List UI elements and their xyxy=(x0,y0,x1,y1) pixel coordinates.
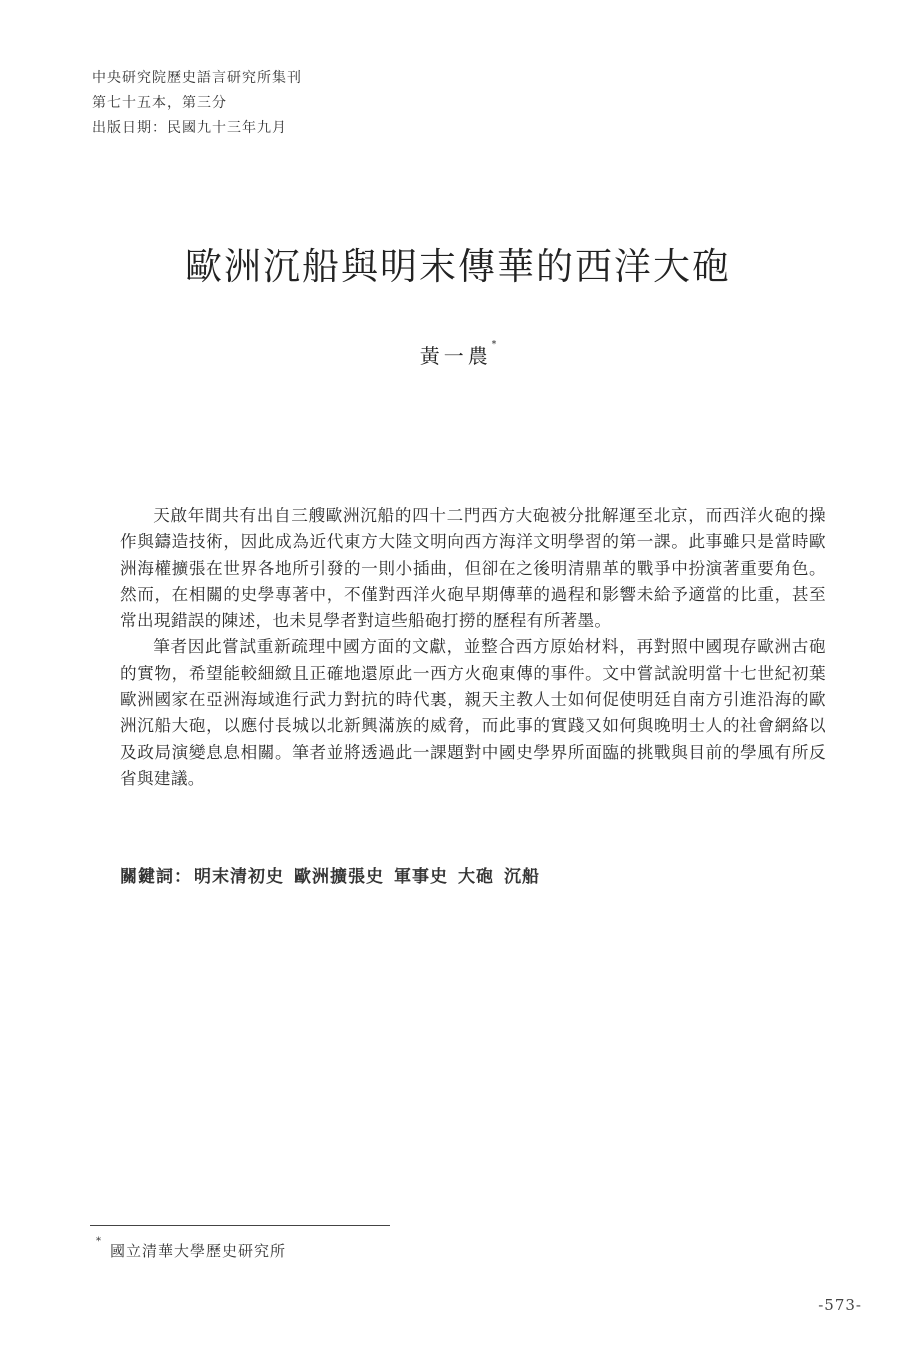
keyword-item: 明末清初史 xyxy=(194,867,284,887)
keyword-item: 沉船 xyxy=(504,867,540,887)
keyword-item: 軍事史 xyxy=(394,867,448,887)
author-line xyxy=(0,340,916,369)
keywords xyxy=(120,862,550,887)
page-number: -573- xyxy=(818,1296,862,1314)
abstract-paragraph-2: 筆者因此嘗試重新疏理中國方面的文獻，並整合西方原始材料，再對照中國現存歐洲古砲的實物，希望能較細緻且正確地還原此一西方火砲東傳的事件。文中嘗試說明當十七世紀初葉歐洲國家在亞洲海域進行武力對抗的時代裏，親天主教人士如何促使明廷自南方引進沿海的歐洲沉船大砲，以應付長城以北新興滿族的威脅，而此事的實踐又如何與晚明士人的社會網絡以及政局演變息息相關。筆者並將透過此一課題對中國史學界所面臨的挑戰與目前的學風有所反省與建議。 xyxy=(120,637,826,788)
footnote xyxy=(96,1236,287,1261)
article-title: 歐洲沉船與明末傳華的西洋大砲 xyxy=(185,245,731,288)
footnote-divider xyxy=(90,1225,390,1226)
keywords-label: 關鍵詞： xyxy=(120,867,192,887)
footnote-mark: * xyxy=(96,1236,102,1247)
journal-name: 中央研究院歷史語言研究所集刊 xyxy=(92,70,302,86)
abstract xyxy=(120,503,826,792)
keyword-item: 歐洲擴張史 xyxy=(294,867,384,887)
footnote-text: 國立清華大學歷史研究所 xyxy=(110,1242,287,1260)
author-name: 黃一農 xyxy=(419,344,492,368)
journal-volume: 第七十五本，第三分 xyxy=(92,95,227,111)
journal-header xyxy=(92,66,302,141)
publication-date: 出版日期：民國九十三年九月 xyxy=(92,120,287,136)
keyword-item: 大砲 xyxy=(458,867,494,887)
author-footnote-mark: * xyxy=(491,340,497,350)
abstract-paragraph-1: 天啟年間共有出自三艘歐洲沉船的四十二門西方大砲被分批解運至北京，而西洋火砲的操作與鑄造技術，因此成為近代東方大陸文明向西方海洋文明學習的第一課。此事雖只是當時歐洲海權擴張在世界各地所引發的一則小插曲，但卻在之後明清鼎革的戰爭中扮演著重要角色。然而，在相關的史學專著中，不僅對西洋火砲早期傳華的過程和影響未給予適當的比重，甚至常出現錯誤的陳述，也未見學者對這些船砲打撈的歷程有所著墨。 xyxy=(120,506,826,631)
